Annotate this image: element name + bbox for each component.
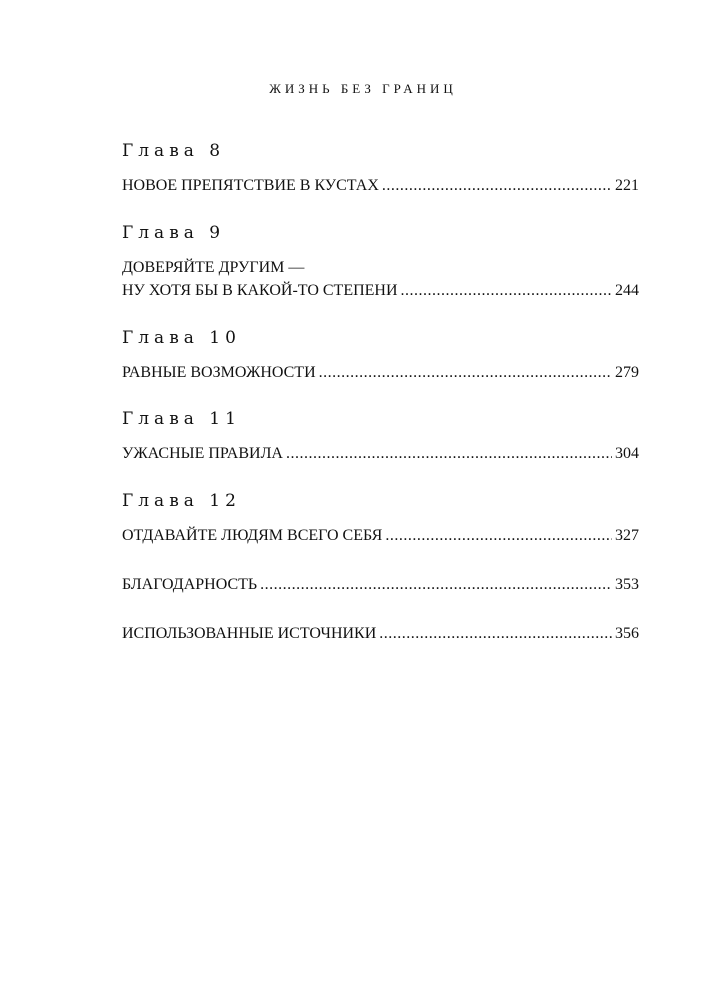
toc-entry-page: 356 <box>615 625 639 642</box>
toc-entry-title: БЛАГОДАРНОСТЬ <box>122 576 258 593</box>
toc-entry-page: 304 <box>615 445 639 462</box>
toc-entry-page: 279 <box>615 364 639 381</box>
toc-entry-title: РАВНЫЕ ВОЗМОЖНОСТИ <box>122 364 316 381</box>
dot-leader <box>382 176 612 196</box>
toc-entry-page: 244 <box>615 282 639 299</box>
toc-entry-title: ИСПОЛЬЗОВАННЫЕ ИСТОЧНИКИ <box>122 625 377 642</box>
toc-entry-chapter-9[interactable] <box>122 281 639 301</box>
chapter-8-heading: Глава 8 <box>122 141 226 161</box>
dot-leader <box>319 363 612 383</box>
chapter-10-heading: Глава 10 <box>122 328 241 348</box>
dot-leader <box>379 624 612 644</box>
toc-entry-acknowledgements[interactable] <box>122 575 639 595</box>
toc-entry-chapter-10[interactable] <box>122 363 639 383</box>
toc-entry-title: НУ ХОТЯ БЫ В КАКОЙ-ТО СТЕПЕНИ <box>122 282 398 299</box>
toc-entry-title: УЖАСНЫЕ ПРАВИЛА <box>122 445 283 462</box>
dot-leader <box>401 281 612 301</box>
toc-entry-sources[interactable] <box>122 624 639 644</box>
chapter-9-heading: Глава 9 <box>122 223 226 243</box>
toc-entry-title-line1[interactable]: ДОВЕРЯЙТЕ ДРУГИМ — <box>122 259 305 276</box>
toc-entry-chapter-11[interactable] <box>122 444 639 464</box>
chapter-12-heading: Глава 12 <box>122 491 241 511</box>
toc-entry-title: ОТДАВАЙТЕ ЛЮДЯМ ВСЕГО СЕБЯ <box>122 527 383 544</box>
toc-entry-chapter-8[interactable] <box>122 176 639 196</box>
dot-leader <box>385 526 612 546</box>
dot-leader <box>286 444 612 464</box>
toc-entry-title: НОВОЕ ПРЕПЯТСТВИЕ В КУСТАХ <box>122 177 379 194</box>
running-head: ЖИЗНЬ БЕЗ ГРАНИЦ <box>269 81 457 96</box>
dot-leader <box>260 575 612 595</box>
toc-entry-page: 327 <box>615 527 639 544</box>
toc-entry-chapter-12[interactable] <box>122 526 639 546</box>
chapter-11-heading: Глава 11 <box>122 409 241 429</box>
toc-entry-page: 353 <box>615 576 639 593</box>
toc-entry-page: 221 <box>615 177 639 194</box>
